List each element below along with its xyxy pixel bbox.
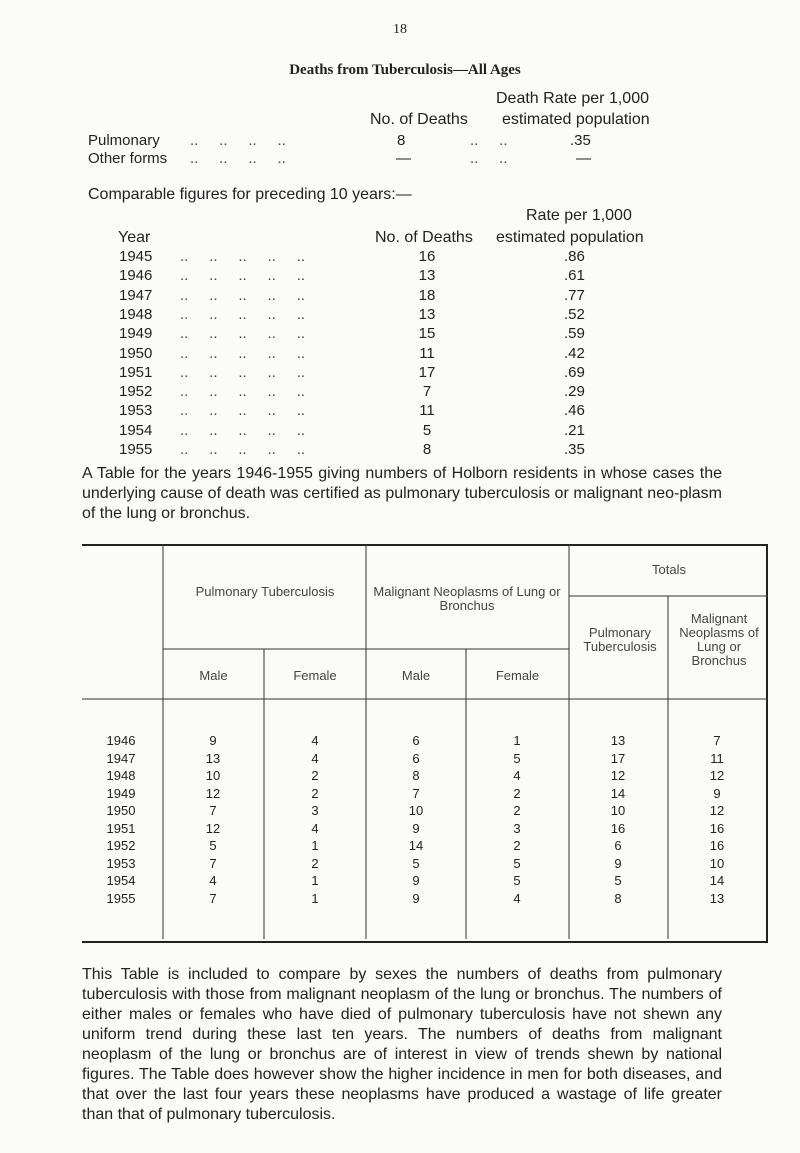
comparable-row: 1946 .. .. .. .. .. 13 .61: [119, 267, 585, 285]
summary-deaths: 8: [397, 132, 406, 149]
mn-female: 5: [513, 750, 521, 766]
mn-male: 9: [412, 890, 420, 906]
comparable-deaths: 5: [422, 421, 432, 439]
comparable-deaths: 13: [418, 267, 436, 285]
comparable-year: 1955: [119, 441, 153, 458]
mn-male: 7: [412, 785, 420, 801]
mn-female: 3: [513, 820, 521, 836]
comparable-year: 1953: [119, 402, 153, 420]
pt-female: 1: [311, 890, 319, 906]
mn-male: 9: [412, 873, 420, 888]
pt-female: 1: [311, 838, 319, 853]
comparable-row: 1951 .. .. .. .. .. 17 .69: [119, 363, 585, 381]
table-year: 1950: [106, 803, 136, 818]
comparable-col-rate-line1: Rate per 1,000: [526, 207, 632, 224]
total-mn: 13: [709, 890, 725, 906]
summary-col-deaths: No. of Deaths: [370, 111, 468, 128]
comparable-row: 1950 .. .. .. .. .. 11 .42: [119, 344, 585, 362]
mn-female: 5: [513, 873, 521, 888]
comparable-row: 1955 .. .. .. .. .. 8 .35: [119, 441, 585, 458]
pt-female: 4: [311, 750, 319, 766]
header-female: Female: [495, 668, 540, 683]
comparable-rate: .52: [564, 305, 585, 323]
mn-male: 9: [412, 820, 420, 836]
pt-female: 2: [311, 768, 319, 783]
summary-deaths: —: [396, 150, 411, 167]
comparable-year: 1945: [119, 248, 153, 265]
comparable-rate: .77: [564, 286, 585, 304]
comparable-row: 1949 .. .. .. .. .. 15 .59: [119, 325, 585, 343]
summary-label: Other forms: [88, 150, 168, 167]
mn-male: 10: [408, 803, 424, 818]
mn-female: 1: [513, 733, 521, 748]
header-pulmonary-tb: Pulmonary Tuberculosis: [195, 584, 335, 599]
page-number: 18: [393, 22, 407, 37]
comparable-year: 1952: [119, 383, 153, 401]
table-year: 1952: [106, 838, 136, 853]
comparable-deaths: 8: [422, 441, 432, 458]
pt-female: 4: [311, 733, 319, 748]
mn-female: 2: [513, 838, 521, 853]
table-year: 1953: [106, 855, 136, 871]
table-year: 1954: [106, 873, 136, 888]
comparable-deaths: 17: [418, 363, 436, 381]
pt-female: 2: [311, 785, 319, 801]
page-title: Deaths from Tuberculosis—All Ages: [289, 62, 521, 78]
conclusion-paragraph: This Table is included to compare by sexes the numbers of deaths from pulmonary tuberculosis with those from malignant neoplasm of the lung or bronchus. The numbers of either males or females who have died of pulmonary tuberculosis have not shewn any uniform trend during these last ten years. The numbers of deaths from malignant neoplasm of the lung or bronchus are of interest in view of trends shewn by national figures. The Table does however show the higher incidence in men for both diseases, and that over the last four years these neoplasms have produced a wastage of life greater than that of pulmonary tuberculosis.: [82, 966, 722, 1123]
header-totals: Totals: [652, 562, 686, 577]
total-mn: 12: [709, 768, 725, 783]
header-totals-malignant: Malignant Neoplasms of Lung or Bronchus: [679, 611, 759, 668]
summary-label: Pulmonary: [88, 132, 160, 149]
summary-rate: —: [576, 150, 591, 167]
comparable-rate: .29: [564, 383, 585, 401]
comparable-year: 1948: [119, 305, 153, 323]
pt-male: 7: [209, 855, 217, 871]
comparable-row: 1953 .. .. .. .. .. 11 .46: [119, 402, 585, 420]
total-pt: 14: [610, 785, 626, 801]
mn-male: 5: [412, 855, 420, 871]
comparable-heading: Comparable figures for preceding 10 years:—: [88, 186, 412, 203]
pt-male: 7: [209, 890, 217, 906]
table-year: 1947: [106, 750, 136, 766]
comparable-year: 1954: [119, 421, 153, 439]
mn-female: 5: [513, 855, 521, 871]
table-year: 1951: [106, 820, 136, 836]
comparable-deaths: 11: [419, 402, 435, 420]
comparable-rate: .35: [564, 441, 585, 458]
total-mn: 10: [709, 855, 725, 871]
pt-female: 3: [311, 803, 319, 818]
header-malignant-neoplasms: Malignant Neoplasms of Lung or Bronchus: [373, 584, 561, 613]
comparable-deaths: 11: [419, 344, 435, 362]
summary-col-rate-line2: estimated population: [502, 111, 650, 128]
table-year: 1949: [106, 785, 136, 801]
total-pt: 5: [614, 873, 622, 888]
summary-row-other: Other forms .. .. .. .. — .. .. —: [88, 150, 591, 167]
total-pt: 16: [610, 820, 626, 836]
header-totals-pulmonary-tb: Pulmonary Tuberculosis: [583, 625, 657, 654]
total-mn: 11: [710, 750, 724, 766]
table-year: 1955: [106, 890, 136, 906]
mn-female: 4: [513, 768, 521, 783]
pt-female: 1: [311, 873, 319, 888]
comparable-year: 1950: [119, 344, 153, 362]
mn-female: 2: [513, 803, 521, 818]
total-mn: 14: [709, 873, 725, 888]
total-mn: 7: [713, 733, 721, 748]
comparable-deaths: 15: [418, 325, 436, 343]
total-mn: 9: [713, 785, 721, 801]
total-pt: 10: [610, 803, 626, 818]
comparable-col-deaths: No. of Deaths: [375, 229, 473, 246]
comparable-row: 1947 .. .. .. .. .. 18 .77: [119, 286, 585, 304]
comparable-rate: .69: [564, 363, 585, 381]
pt-male: 12: [205, 785, 221, 801]
pt-male: 7: [209, 803, 217, 818]
total-pt: 9: [614, 855, 622, 871]
summary-col-rate-line1: Death Rate per 1,000: [496, 90, 649, 107]
mn-male: 8: [412, 768, 420, 783]
comparable-rate: .42: [564, 344, 585, 362]
table-year: 1946: [106, 733, 136, 748]
comparable-deaths: 13: [418, 305, 436, 323]
intro-paragraph: A Table for the years 1946-1955 giving numbers of Holborn residents in whose cases the underlying cause of death was certified as pulmonary tuberculosis or malignant neo-plasm of the lung or bronchus.: [82, 465, 722, 522]
comparable-rate: .61: [564, 267, 585, 285]
pt-male: 12: [205, 820, 221, 836]
mn-female: 4: [513, 890, 521, 906]
mn-female: 2: [513, 785, 521, 801]
pt-male: 10: [205, 768, 221, 783]
pt-female: 2: [311, 855, 319, 871]
comparable-year: 1947: [119, 286, 153, 304]
comparable-rate: .21: [564, 421, 585, 439]
comparable-col-year: Year: [118, 229, 151, 246]
comparable-row: 1948 .. .. .. .. .. 13 .52: [119, 305, 585, 323]
pt-female: 4: [311, 820, 319, 836]
comparable-deaths: 7: [422, 383, 432, 401]
comparable-row: 1945 .. .. .. .. .. 16 .86: [119, 248, 585, 265]
comparable-rate: .59: [564, 325, 585, 343]
comparable-rate: .46: [564, 402, 585, 420]
comparable-rate: .86: [564, 248, 585, 265]
total-pt: 6: [614, 838, 622, 853]
pt-male: 9: [209, 733, 217, 748]
comparable-deaths: 16: [418, 248, 436, 265]
comparable-year: 1946: [119, 267, 153, 285]
comparable-year: 1951: [119, 363, 153, 381]
comparable-col-rate-line2: estimated population: [496, 229, 644, 246]
header-male: Male: [401, 668, 431, 683]
total-pt: 17: [610, 750, 626, 766]
mn-male: 14: [408, 838, 424, 853]
mn-male: 6: [412, 750, 420, 766]
comparable-row: 1954 .. .. .. .. .. 5 .21: [119, 421, 585, 439]
total-pt: 8: [614, 890, 622, 906]
summary-rate: .35: [570, 132, 591, 149]
header-female: Female: [293, 668, 337, 683]
comparable-deaths: 18: [418, 286, 436, 304]
total-pt: 12: [610, 768, 626, 783]
mn-male: 6: [412, 733, 420, 748]
total-mn: 16: [709, 820, 725, 836]
comparable-year: 1949: [119, 325, 153, 343]
pt-male: 5: [209, 838, 217, 853]
total-mn: 16: [709, 838, 725, 853]
total-mn: 12: [709, 803, 725, 818]
pt-male: 4: [209, 873, 217, 888]
table-year: 1948: [106, 768, 136, 783]
pt-male: 13: [205, 750, 221, 766]
total-pt: 13: [610, 733, 626, 748]
comparable-row: 1952 .. .. .. .. .. 7 .29: [119, 383, 585, 401]
header-male: Male: [199, 668, 228, 683]
summary-row-pulmonary: Pulmonary .. .. .. .. 8 .. .. .35: [88, 132, 591, 149]
